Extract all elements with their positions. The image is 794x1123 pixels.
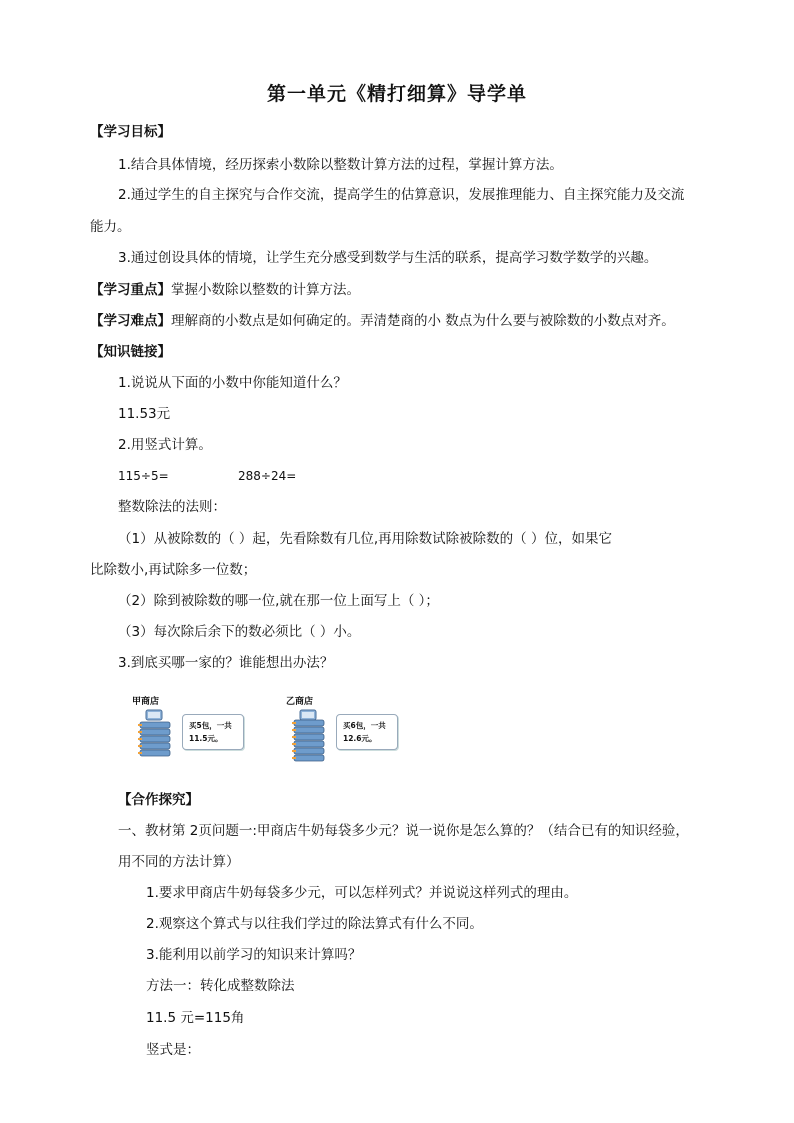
price-line-2: 12.6元。 <box>343 734 377 743</box>
goal-item-2-continued: 能力。 <box>90 219 131 235</box>
key-point-line <box>90 280 360 300</box>
price-line-1: 买6包，一共 <box>343 721 386 730</box>
difficulty-line <box>90 311 675 331</box>
goal-item-3: 3.通过创设具体的情境，让学生充分感受到数学与生活的联系，提高学习数学数学的兴趣。 <box>118 250 658 266</box>
explore-question: 一、教材第 2页问题一:甲商店牛奶每袋多少元？说一说你是怎么算的？（结合已有的知识经验， <box>118 823 689 839</box>
difficulty-heading: 【学习难点】 <box>90 313 171 329</box>
key-point-text: 掌握小数除以整数的计算方法。 <box>171 282 360 298</box>
key-point-heading: 【学习重点】 <box>90 282 171 298</box>
price-line-1: 买5包，一共 <box>189 721 232 730</box>
price-bubble <box>336 714 398 750</box>
milk-pack-stack-icon <box>290 706 330 762</box>
explore-heading: 【合作探究】 <box>118 792 199 808</box>
calc-expression-1: 115÷5= <box>118 469 169 483</box>
goal-item-2: 2.通过学生的自主探究与合作交流，提高学生的估算意识，发展推理能力、自主探究能力及交流 <box>118 187 685 203</box>
store-name: 乙商店 <box>286 697 314 707</box>
page-title: 第一单元《精打细算》导学单 <box>266 83 527 105</box>
milk-pack-stack-icon <box>136 706 176 762</box>
price-bubble <box>182 714 244 750</box>
price-line-2: 11.5元。 <box>189 734 223 743</box>
division-rule-2: （2）除到被除数的哪一位,就在那一位上面写上（ ）； <box>118 593 439 609</box>
knowledge-question-1: 1.说说从下面的小数中你能知道什么？ <box>118 375 347 391</box>
knowledge-heading: 【知识链接】 <box>90 344 171 360</box>
store-card-a <box>132 694 252 764</box>
knowledge-question-2: 2.用竖式计算。 <box>118 437 212 453</box>
goal-item-1: 1.结合具体情境，经历探索小数除以整数计算方法的过程，掌握计算方法。 <box>118 157 563 173</box>
explore-question-continued: 用不同的方法计算） <box>118 854 240 870</box>
difficulty-text: 理解商的小数点是如何确定的。弄清楚商的小 数点为什么要与被除数的小数点对齐。 <box>171 313 675 329</box>
knowledge-question-3: 3.到底买哪一家的？谁能想出办法？ <box>118 655 334 671</box>
calc-expression-2: 288÷24= <box>238 469 297 483</box>
explore-step-3: 3.能利用以前学习的知识来计算吗？ <box>146 947 362 963</box>
division-rule-3: （3）每次除后余下的数必须比（ ）小。 <box>118 624 361 640</box>
store-card-b <box>286 694 406 764</box>
unit-conversion: 11.5 元=115角 <box>146 1010 245 1026</box>
division-rule-1: （1）从被除数的（ ）起，先看除数有几位,再用除数试除被除数的（ ）位，如果它 <box>118 531 612 547</box>
division-rule-1-continued: 比除数小,再试除多一位数； <box>90 562 257 578</box>
store-name: 甲商店 <box>132 697 160 707</box>
decimal-amount: 11.53元 <box>118 406 171 422</box>
explore-step-2: 2.观察这个算式与以往我们学过的除法算式有什么不同。 <box>146 916 483 932</box>
vertical-form-label: 竖式是： <box>146 1042 200 1058</box>
method-one: 方法一：转化成整数除法 <box>146 978 295 994</box>
explore-step-1: 1.要求甲商店牛奶每袋多少元，可以怎样列式？并说说这样列式的理由。 <box>146 885 578 901</box>
goals-heading: 【学习目标】 <box>90 124 171 140</box>
division-rules-title: 整数除法的法则： <box>118 499 226 515</box>
